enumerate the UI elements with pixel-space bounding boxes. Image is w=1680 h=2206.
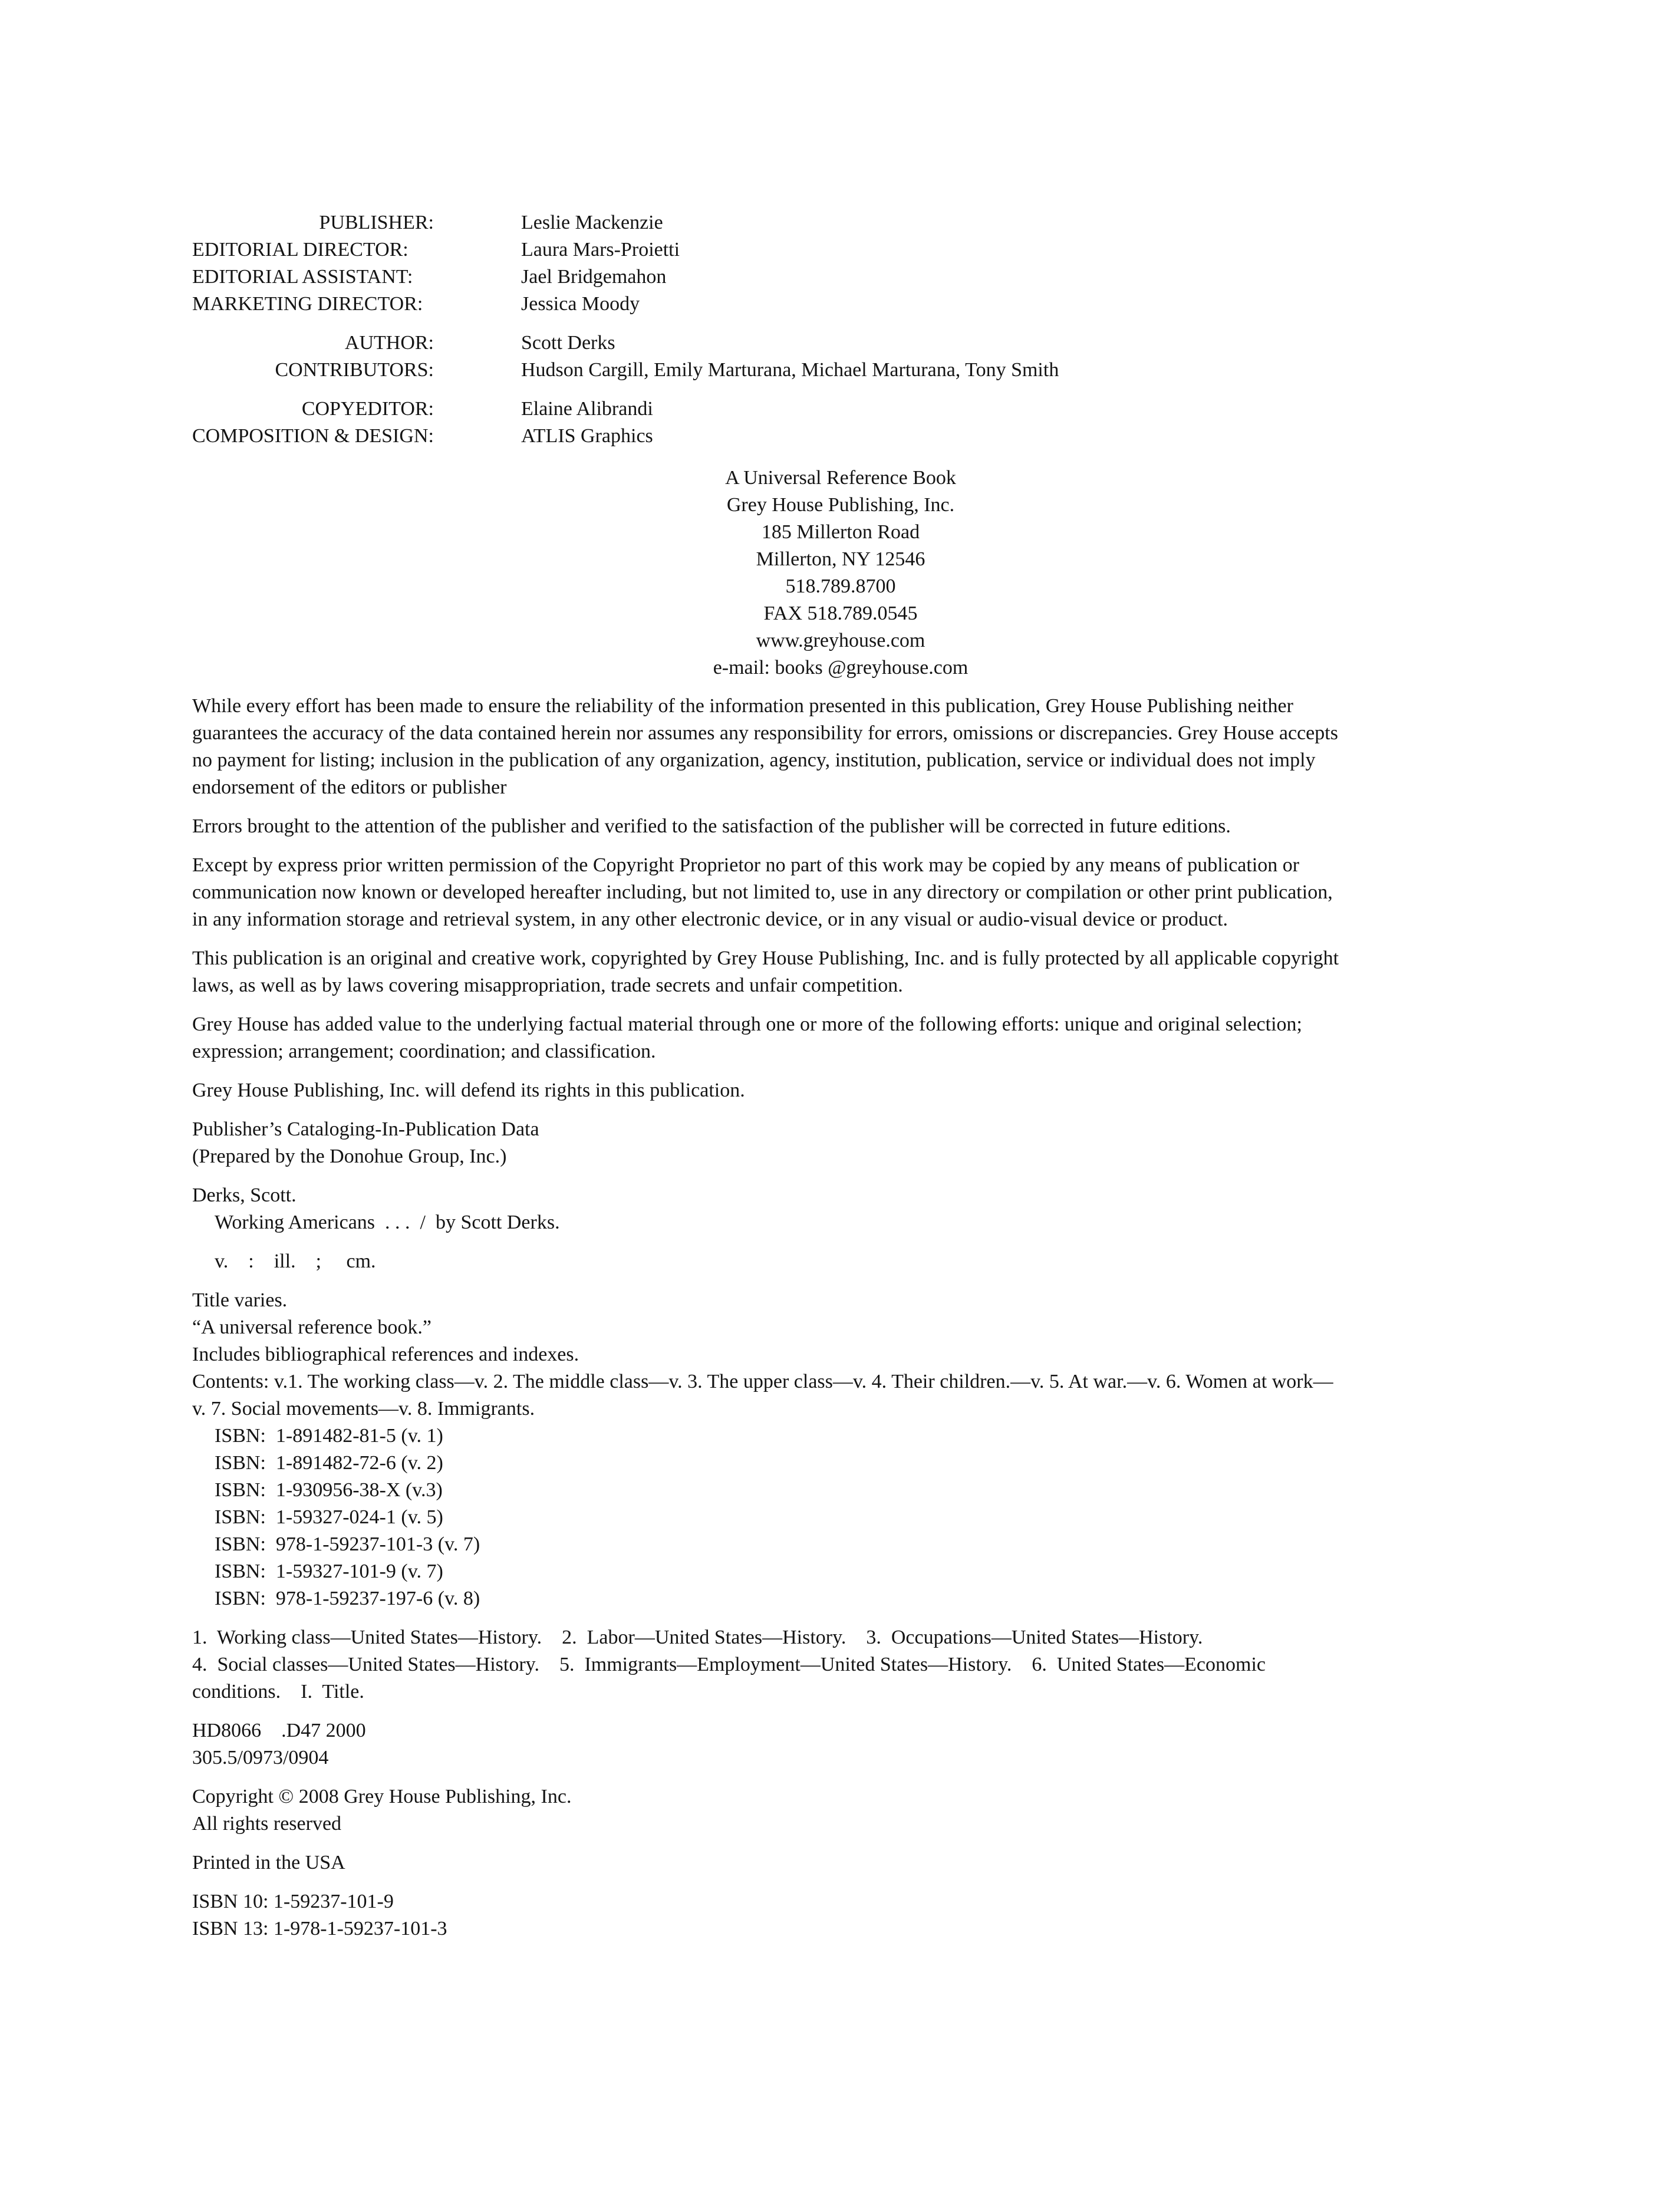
staff-group-production [192, 396, 1489, 450]
text-line: v. : ill. ; cm. [215, 1250, 376, 1272]
staff-row [192, 330, 1489, 357]
publisher-address-block [192, 465, 1489, 681]
text-line: communication now known or developed hereafter including, but not limited to, use in any directory or compilation or other print publication, [192, 881, 1333, 903]
isbn-entry: ISBN: 1-891482-72-6 (v. 2) [215, 1452, 443, 1474]
text-line: This publication is an original and creative work, copyrighted by Grey House Publishing, Inc. and is fully protected by all applicable copyright [192, 947, 1339, 969]
staff-credits [192, 209, 1489, 462]
isbn-10: ISBN 10: 1-59237-101-9 [192, 1891, 394, 1912]
staff-name: Scott Derks [521, 332, 615, 354]
staff-role: COMPOSITION & DESIGN: [192, 425, 434, 447]
text-line: endorsement of the editors or publisher [192, 776, 507, 798]
dewey-number: 305.5/0973/0904 [192, 1747, 329, 1769]
errors-paragraph: Errors brought to the attention of the publisher and verified to the satisfaction of the publisher will be corrected in future editions. [192, 815, 1231, 837]
email-address: e-mail: books @greyhouse.com [713, 657, 969, 679]
cip-subjects [192, 1624, 1489, 1705]
staff-role: MARKETING DIRECTOR: [192, 293, 423, 315]
legal-and-cip-text [192, 693, 1489, 1954]
staff-row [192, 423, 1489, 450]
staff-name: Leslie Mackenzie [521, 212, 663, 233]
text-line: in any information storage and retrieval system, in any other electronic device, or in any visual or audio-visual device or product. [192, 908, 1228, 930]
staff-role: COPYEDITOR: [301, 398, 434, 420]
staff-name: Elaine Alibrandi [521, 398, 653, 420]
text-line: guarantees the accuracy of the data contained herein nor assumes any responsibility for errors, omissions or discrepancies. Grey House accepts [192, 722, 1338, 744]
text-line: 1. Working class—United States—History. 2. Labor—United States—History. 3. Occupations—United States—History. [192, 1626, 1203, 1648]
disclaimer-paragraph [192, 693, 1489, 801]
city-state-zip: Millerton, NY 12546 [756, 548, 925, 570]
staff-group-authors [192, 330, 1489, 384]
text-line: Grey House has added value to the underlying factual material through one or more of the following efforts: unique and original selection; [192, 1013, 1302, 1035]
cip-physical-description [192, 1248, 1489, 1275]
staff-role: PUBLISHER: [319, 212, 434, 233]
cip-title: Working Americans . . . / by Scott Derks. [215, 1211, 560, 1233]
staff-row [192, 291, 1489, 318]
defend-rights-paragraph: Grey House Publishing, Inc. will defend its rights in this publication. [192, 1079, 745, 1101]
text-line: no payment for listing; inclusion in the publication of any organization, agency, institution, publication, service or individual does not imply [192, 749, 1316, 771]
staff-row [192, 396, 1489, 423]
phone-number: 518.789.8700 [785, 575, 896, 597]
staff-role: EDITORIAL DIRECTOR: [192, 239, 409, 261]
cip-main-entry [192, 1182, 1489, 1236]
isbn-entry: ISBN: 1-930956-38-X (v.3) [215, 1479, 443, 1501]
text-line: laws, as well as by laws covering misappropriation, trade secrets and unfair competition. [192, 974, 903, 996]
text-line: 4. Social classes—United States—History. 5. Immigrants—Employment—United States—History. 6. United States—Economic [192, 1654, 1266, 1675]
text-line: expression; arrangement; coordination; and classification. [192, 1041, 656, 1062]
staff-row [192, 236, 1489, 264]
staff-role: CONTRIBUTORS: [275, 359, 434, 381]
copyright-notice [192, 1783, 1489, 1838]
text-line: “A universal reference book.” [192, 1316, 431, 1338]
text-line: Title varies. [192, 1289, 288, 1311]
staff-name: ATLIS Graphics [521, 425, 653, 447]
staff-name: Hudson Cargill, Emily Marturana, Michael Marturana, Tony Smith [521, 359, 1059, 381]
text-line: v. 7. Social movements—v. 8. Immigrants. [192, 1398, 535, 1420]
text-line: Except by express prior written permission of the Copyright Proprietor no part of this work may be copied by any means of publication or [192, 854, 1300, 876]
permission-paragraph [192, 852, 1489, 933]
staff-role: AUTHOR: [344, 332, 434, 354]
staff-name: Jael Bridgemahon [521, 266, 667, 288]
cip-author: Derks, Scott. [192, 1184, 297, 1206]
isbn-entry: ISBN: 1-59327-101-9 (v. 7) [215, 1560, 443, 1582]
staff-row [192, 357, 1489, 384]
isbn-entry: ISBN: 978-1-59237-197-6 (v. 8) [215, 1588, 480, 1609]
cip-heading [192, 1116, 1489, 1170]
website-link: www.greyhouse.com [756, 630, 925, 651]
staff-group-editorial [192, 209, 1489, 318]
text-line: Contents: v.1. The working class—v. 2. The middle class—v. 3. The upper class—v. 4. Their children.—v. 5. At war.—v. 6. Women at work— [192, 1371, 1333, 1392]
publisher-name: Grey House Publishing, Inc. [726, 494, 955, 516]
staff-role: EDITORIAL ASSISTANT: [192, 266, 413, 288]
fax-number: FAX 518.789.0545 [763, 602, 918, 624]
text-line: conditions. I. Title. [192, 1681, 364, 1703]
staff-row [192, 264, 1489, 291]
added-value-paragraph [192, 1011, 1489, 1065]
text-line: Publisher’s Cataloging-In-Publication Data [192, 1118, 539, 1140]
staff-row [192, 209, 1489, 236]
isbn-entry: ISBN: 1-891482-81-5 (v. 1) [215, 1425, 443, 1447]
isbn-block [192, 1888, 1489, 1942]
isbn-13: ISBN 13: 1-978-1-59237-101-3 [192, 1918, 447, 1940]
staff-name: Laura Mars-Proietti [521, 239, 680, 261]
text-line: Copyright © 2008 Grey House Publishing, Inc. [192, 1786, 572, 1807]
lc-call-number: HD8066 .D47 2000 [192, 1720, 366, 1741]
text-line: Includes bibliographical references and indexes. [192, 1344, 579, 1365]
text-line: All rights reserved [192, 1813, 342, 1835]
street-address: 185 Millerton Road [761, 521, 920, 543]
original-work-paragraph [192, 945, 1489, 999]
isbn-entry: ISBN: 1-59327-024-1 (v. 5) [215, 1506, 443, 1528]
printed-in: Printed in the USA [192, 1852, 345, 1874]
text-line: (Prepared by the Donohue Group, Inc.) [192, 1145, 507, 1167]
staff-name: Jessica Moody [521, 293, 640, 315]
text-line: While every effort has been made to ensure the reliability of the information presented in this publication, Grey House Publishing neither [192, 695, 1293, 717]
book-series-line: A Universal Reference Book [725, 467, 956, 489]
cip-classification [192, 1717, 1489, 1772]
cip-notes [192, 1287, 1489, 1612]
isbn-entry: ISBN: 978-1-59237-101-3 (v. 7) [215, 1533, 480, 1555]
